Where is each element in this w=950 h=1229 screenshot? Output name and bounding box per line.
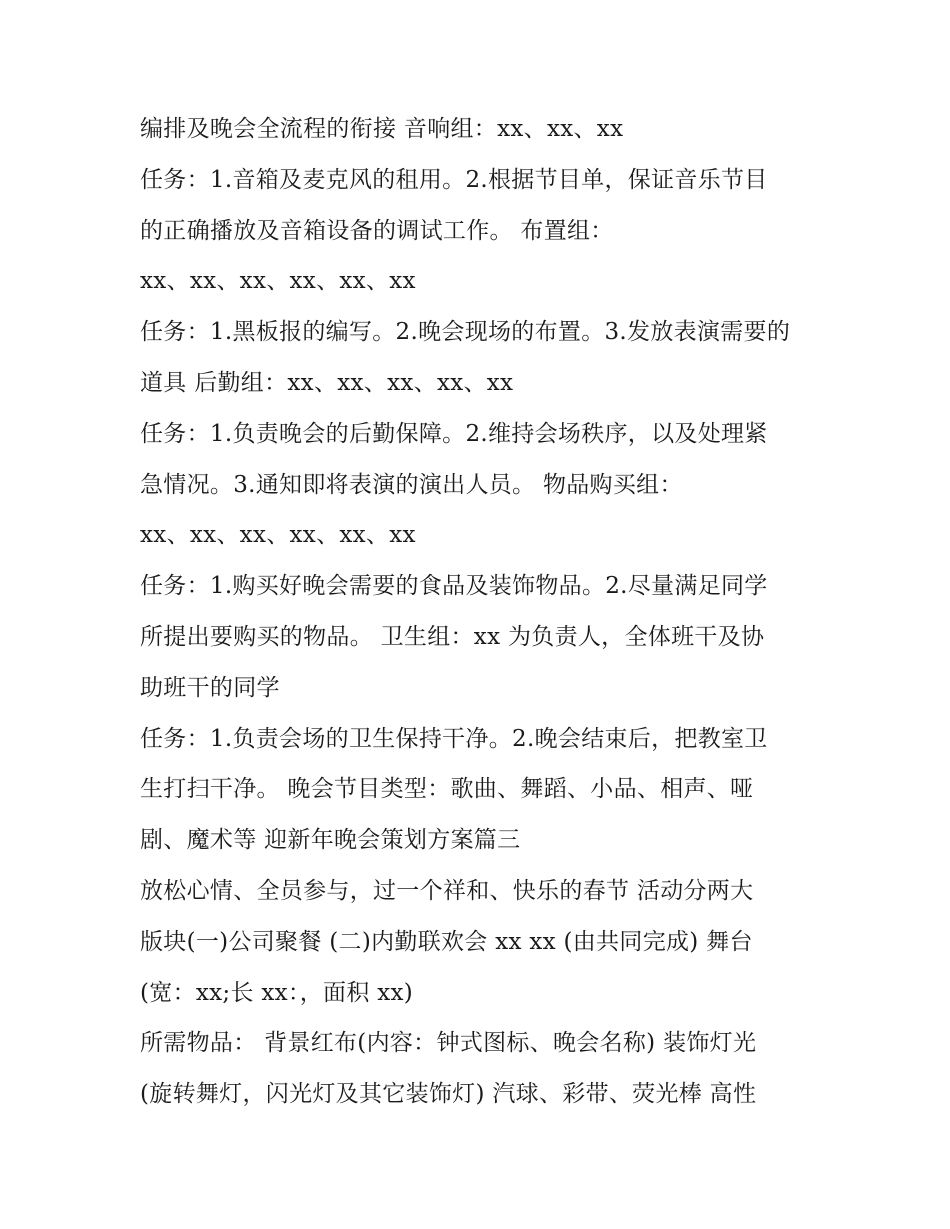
text-line: 编排及晚会全流程的衔接 音响组：xx、xx、xx [140, 116, 624, 142]
document-body [140, 104, 820, 1120]
text-line: 剧、魔术等 迎新年晚会策划方案篇三 [140, 827, 521, 854]
text-line: xx、xx、xx、xx、xx、xx [140, 522, 416, 549]
text-line: 版块(一)公司聚餐 (二)内勤联欢会 xx xx (由共同完成) 舞台 [140, 928, 753, 955]
text-line: 任务：1.音箱及麦克风的租用。2.根据节目单，保证音乐节目 [140, 166, 768, 193]
text-line: 任务：1.负责会场的卫生保持干净。2.晚会结束后，把教室卫 [140, 725, 768, 752]
text-line: 任务：1.负责晚会的后勤保障。2.维持会场秩序，以及处理紧 [140, 420, 768, 447]
text-line: 道具 后勤组：xx、xx、xx、xx、xx [140, 369, 514, 396]
text-line: 任务：1.黑板报的编写。2.晚会现场的布置。3.发放表演需要的 [140, 319, 791, 346]
text-line: 助班干的同学 [140, 674, 280, 701]
text-line: 所提出要购买的物品。 卫生组：xx 为负责人，全体班干及协 [140, 623, 765, 650]
text-line: 任务：1.购买好晚会需要的食品及装饰物品。2.尽量满足同学 [140, 573, 768, 600]
text-line: 放松心情、全员参与，过一个祥和、快乐的春节 活动分两大 [140, 877, 754, 904]
text-line: (宽：xx;长 xx：，面积 xx) [140, 979, 414, 1006]
text-line: 生打扫干净。 晚会节目类型：歌曲、舞蹈、小品、相声、哑 [140, 776, 754, 803]
text-line: 所需物品： 背景红布(内容：钟式图标、晚会名称) 装饰灯光 [140, 1030, 757, 1057]
text-line: 急情况。3.通知即将表演的演出人员。 物品购买组： [140, 471, 683, 498]
text-line: (旋转舞灯，闪光灯及其它装饰灯) 汽球、彩带、荧光棒 高性 [140, 1081, 757, 1108]
text-line: 的正确播放及音箱设备的调试工作。 布置组： [140, 217, 614, 244]
text-line: xx、xx、xx、xx、xx、xx [140, 268, 416, 295]
